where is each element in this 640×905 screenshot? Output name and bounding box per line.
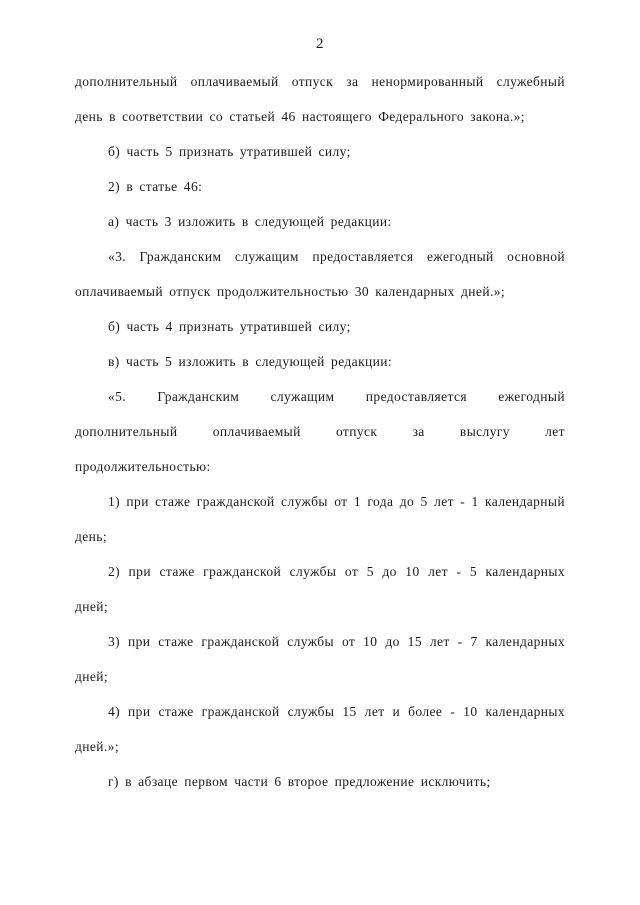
document-body: [75, 64, 565, 799]
text-line: продолжительностью:: [75, 459, 211, 474]
text-line: день;: [75, 529, 107, 544]
text-line: дней.»;: [75, 739, 119, 754]
text-line: «3. Гражданским служащим предоставляется ежегодный основной: [108, 249, 565, 264]
text-line: дней;: [75, 599, 109, 614]
text-line: в) часть 5 изложить в следующей редакции:: [108, 354, 393, 369]
page-number: 2: [316, 36, 324, 52]
text-line: 4) при стаже гражданской службы 15 лет и более - 10 календарных: [108, 704, 565, 719]
text-line: 3) при стаже гражданской службы от 10 до 15 лет - 7 календарных: [108, 634, 565, 649]
text-line: г) в абзаце первом части 6 второе предложение исключить;: [108, 774, 491, 789]
text-line: дополнительный оплачиваемый отпуск за ненормированный служебный: [75, 74, 565, 89]
text-line: 2) при стаже гражданской службы от 5 до 10 лет - 5 календарных: [108, 564, 565, 579]
text-line: 2) в статье 46:: [108, 179, 203, 194]
text-line: «5. Гражданским служащим предоставляется ежегодный: [108, 389, 565, 404]
text-line: б) часть 5 признать утратившей силу;: [108, 144, 351, 159]
text-line: дополнительный оплачиваемый отпуск за выслугу лет: [75, 424, 565, 439]
text-line: дней;: [75, 669, 109, 684]
text-line: оплачиваемый отпуск продолжительностью 30 календарных дней.»;: [75, 284, 506, 299]
text-line: день в соответствии со статьей 46 настоящего Федерального закона.»;: [75, 109, 525, 124]
text-line: б) часть 4 признать утратившей силу;: [108, 319, 351, 334]
text-line: а) часть 3 изложить в следующей редакции:: [108, 214, 392, 229]
text-line: 1) при стаже гражданской службы от 1 года до 5 лет - 1 календарный: [108, 494, 565, 509]
